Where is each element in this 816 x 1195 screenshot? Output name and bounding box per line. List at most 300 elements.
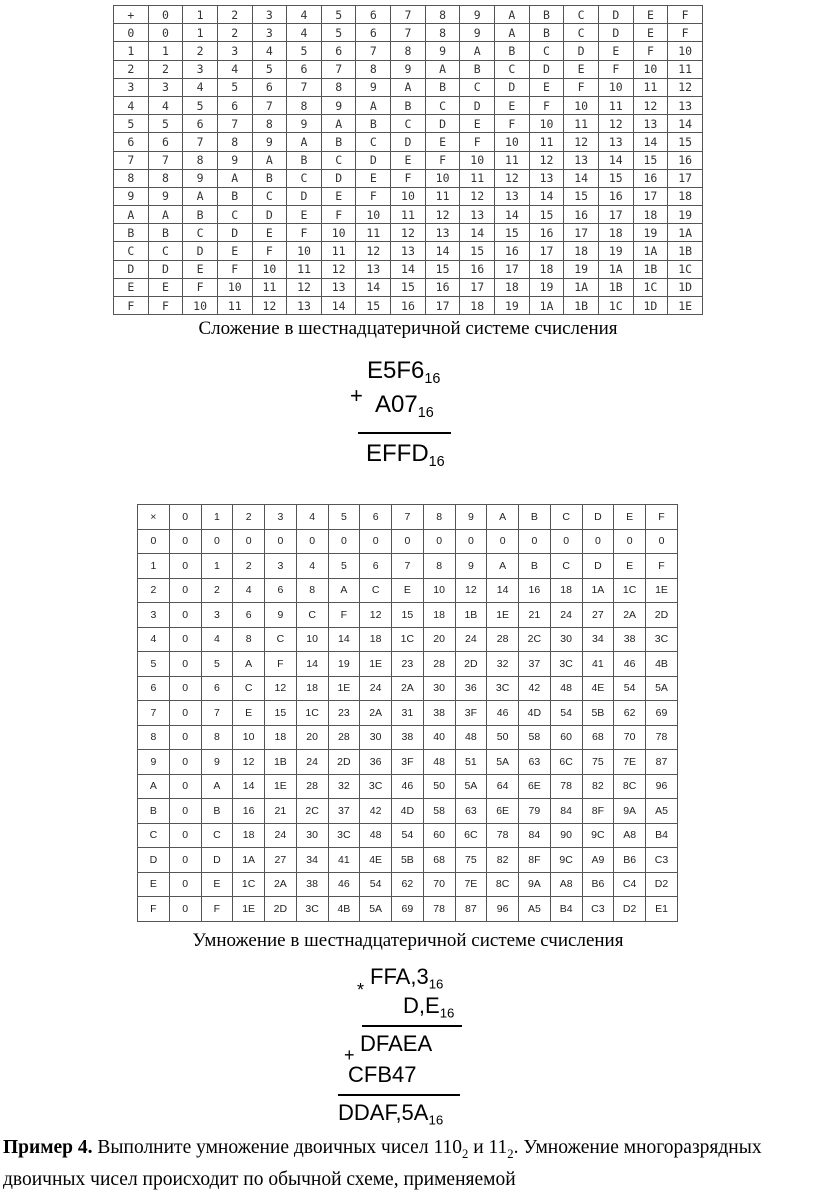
multiplication-header-cell: 7 xyxy=(392,505,424,530)
multiplication-header-cell: 9 xyxy=(455,505,487,530)
multiplication-cell: 46 xyxy=(487,701,519,726)
addition-cell: 16 xyxy=(391,297,426,315)
multiplication-cell: D xyxy=(582,554,614,579)
partial-plus-sign: + xyxy=(344,1045,355,1065)
multiplication-cell: F xyxy=(328,603,360,628)
addition-header-cell: F xyxy=(114,297,149,315)
addition-cell: 12 xyxy=(598,115,633,133)
multiplication-cell: 36 xyxy=(360,750,392,775)
addition-cell: B xyxy=(148,224,183,242)
multiplication-cell: 27 xyxy=(582,603,614,628)
addition-cell: 17 xyxy=(564,224,599,242)
multiplication-cell: 8 xyxy=(201,725,233,750)
addition-cell: 6 xyxy=(321,42,356,60)
multiplication-cell: 1E xyxy=(360,652,392,677)
multiplication-cell: 79 xyxy=(519,799,551,824)
addition-cell: 13 xyxy=(287,297,322,315)
multiplication-cell: B xyxy=(519,554,551,579)
addition-header-cell: 2 xyxy=(217,6,252,24)
addition-cell: 12 xyxy=(529,151,564,169)
multiplication-cell: 14 xyxy=(233,774,265,799)
addition-cell: 18 xyxy=(598,224,633,242)
multiplication-cell: A5 xyxy=(646,799,678,824)
addition-cell: 11 xyxy=(287,260,322,278)
addition-row xyxy=(114,206,703,224)
addition-cell: 13 xyxy=(460,206,495,224)
addition-header-cell: + xyxy=(114,6,149,24)
multiplication-cell: 3C xyxy=(296,897,328,922)
multiplication-cell: 41 xyxy=(582,652,614,677)
addition-cell: 8 xyxy=(287,96,322,114)
addition-cell: A xyxy=(391,78,426,96)
addition-row xyxy=(114,78,703,96)
multiplication-cell: 14 xyxy=(296,652,328,677)
addition-cell: 1A xyxy=(529,297,564,315)
multiplication-cell: 0 xyxy=(169,848,201,873)
addition-cell: 10 xyxy=(183,297,218,315)
addition-row xyxy=(114,187,703,205)
multiplication-cell: A8 xyxy=(614,823,646,848)
multiplication-cell: 28 xyxy=(423,652,455,677)
multiplication-cell: F xyxy=(265,652,297,677)
addition-cell: 8 xyxy=(148,169,183,187)
multiplication-cell: 5A xyxy=(455,774,487,799)
multiplication-cell: 50 xyxy=(423,774,455,799)
addition-cell: 8 xyxy=(217,133,252,151)
multiplication-cell: 48 xyxy=(423,750,455,775)
addition-cell: E xyxy=(564,60,599,78)
multiplication-header-cell: 6 xyxy=(360,505,392,530)
multiplication-cell: 21 xyxy=(265,799,297,824)
multiplication-cell: 34 xyxy=(296,848,328,873)
addition-cell: 10 xyxy=(252,260,287,278)
addition-cell: 11 xyxy=(598,96,633,114)
addition-cell: 15 xyxy=(425,260,460,278)
addition-row xyxy=(114,260,703,278)
addition-cell: 10 xyxy=(633,60,668,78)
multiplication-cell: 37 xyxy=(519,652,551,677)
product-line-1 xyxy=(362,1025,462,1027)
multiplication-cell: 2D xyxy=(328,750,360,775)
multiplication-cell: 30 xyxy=(360,725,392,750)
addition-cell: E xyxy=(321,187,356,205)
multiplication-cell: 0 xyxy=(423,529,455,554)
multiplication-header-cell: B xyxy=(519,505,551,530)
addition-cell: 1 xyxy=(148,42,183,60)
multiplication-row xyxy=(138,505,678,530)
multiplication-cell: 2A xyxy=(265,872,297,897)
multiplication-header-cell: E xyxy=(138,872,170,897)
multiplication-cell: 4B xyxy=(646,652,678,677)
multiplication-cell: 28 xyxy=(296,774,328,799)
multiplication-cell: 1C xyxy=(614,578,646,603)
addition-cell: 10 xyxy=(217,278,252,296)
addition-cell: 2 xyxy=(217,24,252,42)
multiplication-row xyxy=(138,603,678,628)
addition-header-cell: 1 xyxy=(114,42,149,60)
multiplication-cell: 0 xyxy=(169,799,201,824)
multiplication-cell: 96 xyxy=(646,774,678,799)
addition-cell: C xyxy=(529,42,564,60)
multiplier: $D,E_{16}$ xyxy=(403,993,455,1021)
multiplication-cell: 0 xyxy=(169,652,201,677)
multiplication-cell: 0 xyxy=(169,554,201,579)
multiplication-cell: D2 xyxy=(646,872,678,897)
addition-cell: 1B xyxy=(668,242,703,260)
multiplication-cell: 28 xyxy=(328,725,360,750)
addition-cell: 12 xyxy=(391,224,426,242)
addition-cell: F xyxy=(356,187,391,205)
addition-cell: A xyxy=(287,133,322,151)
addition-cell: 12 xyxy=(564,133,599,151)
addition-cell: 5 xyxy=(287,42,322,60)
multiplication-cell: 24 xyxy=(550,603,582,628)
addition-cell: 10 xyxy=(495,133,530,151)
addition-cell: E xyxy=(217,242,252,260)
addition-cell: D xyxy=(252,206,287,224)
multiplication-cell: 75 xyxy=(455,848,487,873)
addition-cell: 18 xyxy=(668,187,703,205)
multiplication-cell: 4B xyxy=(328,897,360,922)
multiplication-cell: D xyxy=(201,848,233,873)
addition-cell: 15 xyxy=(598,169,633,187)
multiplication-cell: 4E xyxy=(360,848,392,873)
addition-cell: 7 xyxy=(183,133,218,151)
times-sign: * xyxy=(357,980,365,1000)
multiplication-cell: 1A xyxy=(233,848,265,873)
multiplication-row xyxy=(138,701,678,726)
multiplication-cell: 4 xyxy=(201,627,233,652)
addition-cell: F xyxy=(598,60,633,78)
addition-cell: 12 xyxy=(668,78,703,96)
addition-row xyxy=(114,151,703,169)
multiplication-cell: 36 xyxy=(455,676,487,701)
addition-cell: 13 xyxy=(633,115,668,133)
addition-table xyxy=(113,5,703,315)
addition-cell: C xyxy=(252,187,287,205)
addition-cell: 2 xyxy=(183,42,218,60)
multiplication-cell: A5 xyxy=(519,897,551,922)
multiplication-cell: 0 xyxy=(169,529,201,554)
addition-cell: 7 xyxy=(148,151,183,169)
multiplication-cell: 78 xyxy=(487,823,519,848)
multiplication-cell: 31 xyxy=(392,701,424,726)
addition-row xyxy=(114,169,703,187)
addition-cell: 6 xyxy=(287,60,322,78)
multiplication-cell: 38 xyxy=(614,627,646,652)
multiplication-row xyxy=(138,725,678,750)
multiplication-cell: 51 xyxy=(455,750,487,775)
multiplication-cell: 3F xyxy=(392,750,424,775)
multiplication-header-cell: 4 xyxy=(296,505,328,530)
multiplication-cell: 54 xyxy=(550,701,582,726)
addition-header-cell: 6 xyxy=(114,133,149,151)
multiplication-cell: A8 xyxy=(550,872,582,897)
addition-cell: F xyxy=(148,297,183,315)
multiplication-cell: 84 xyxy=(550,799,582,824)
addition-header-cell: 1 xyxy=(183,6,218,24)
multiplication-cell: B6 xyxy=(582,872,614,897)
addition-cell: A xyxy=(425,60,460,78)
multiplication-cell: 58 xyxy=(423,799,455,824)
addition-cell: 5 xyxy=(217,78,252,96)
addition-cell: 1A xyxy=(598,260,633,278)
addition-cell: F xyxy=(183,278,218,296)
addition-cell: D xyxy=(183,242,218,260)
addition-cell: 11 xyxy=(356,224,391,242)
addition-cell: D xyxy=(529,60,564,78)
multiplication-cell: 63 xyxy=(455,799,487,824)
multiplication-cell: 42 xyxy=(360,799,392,824)
multiplication-cell: 5 xyxy=(328,554,360,579)
multiplication-cell: 70 xyxy=(614,725,646,750)
multiplication-cell: 28 xyxy=(487,627,519,652)
multiplication-cell: 1B xyxy=(455,603,487,628)
addition-row xyxy=(114,24,703,42)
addition-header-cell: C xyxy=(114,242,149,260)
multiplication-cell: 18 xyxy=(423,603,455,628)
addition-header-cell: B xyxy=(114,224,149,242)
multiplication-cell: 18 xyxy=(265,725,297,750)
multiplication-header-cell: D xyxy=(138,848,170,873)
multiplication-row xyxy=(138,529,678,554)
multiplication-cell: 0 xyxy=(550,529,582,554)
addition-cell: D xyxy=(356,151,391,169)
addition-cell: C xyxy=(495,60,530,78)
addition-cell: 7 xyxy=(356,42,391,60)
addition-cell: 4 xyxy=(287,24,322,42)
multiplication-cell: 69 xyxy=(392,897,424,922)
addition-header-cell: A xyxy=(495,6,530,24)
addition-cell: 18 xyxy=(460,297,495,315)
multiplication-cell: 24 xyxy=(360,676,392,701)
addend-top: $E5F6_{16}$ xyxy=(367,357,441,388)
multiplication-cell: 18 xyxy=(233,823,265,848)
addition-cell: 14 xyxy=(598,151,633,169)
addition-cell: 16 xyxy=(495,242,530,260)
multiplication-cell: 0 xyxy=(169,627,201,652)
addition-cell: 19 xyxy=(598,242,633,260)
addition-cell: E xyxy=(183,260,218,278)
multiplication-cell: 70 xyxy=(423,872,455,897)
addition-cell: 12 xyxy=(425,206,460,224)
multiplication-cell: 0 xyxy=(169,725,201,750)
addition-cell: F xyxy=(495,115,530,133)
multiplication-cell: C xyxy=(265,627,297,652)
multiplication-cell: 1 xyxy=(201,554,233,579)
addition-cell: 13 xyxy=(321,278,356,296)
multiplication-cell: F xyxy=(201,897,233,922)
multiplication-cell: 6 xyxy=(201,676,233,701)
addition-cell: C xyxy=(183,224,218,242)
addition-cell: 11 xyxy=(529,133,564,151)
addition-cell: D xyxy=(148,260,183,278)
addition-cell: D xyxy=(321,169,356,187)
multiplication-cell: 3 xyxy=(201,603,233,628)
addition-cell: 16 xyxy=(633,169,668,187)
addition-cell: B xyxy=(460,60,495,78)
addition-cell: C xyxy=(564,24,599,42)
multiplication-cell: 0 xyxy=(582,529,614,554)
multiplication-cell: 6 xyxy=(233,603,265,628)
multiplication-cell: 78 xyxy=(550,774,582,799)
multiplication-cell: 0 xyxy=(169,774,201,799)
addition-cell: 10 xyxy=(356,206,391,224)
multiplication-header-cell: F xyxy=(646,505,678,530)
multiplication-cell: 48 xyxy=(455,725,487,750)
multiplication-cell: 6C xyxy=(455,823,487,848)
multiplication-cell: 18 xyxy=(360,627,392,652)
multiplication-cell: A9 xyxy=(582,848,614,873)
addition-cell: 9 xyxy=(460,24,495,42)
multiplication-cell: 0 xyxy=(169,872,201,897)
multiplication-cell: 12 xyxy=(265,676,297,701)
addition-cell: 10 xyxy=(529,115,564,133)
addition-cell: 12 xyxy=(356,242,391,260)
multiplication-cell: 40 xyxy=(423,725,455,750)
multiplication-header-cell: × xyxy=(138,505,170,530)
addition-cell: D xyxy=(391,133,426,151)
addition-row xyxy=(114,60,703,78)
multiplication-cell: 1C xyxy=(392,627,424,652)
addition-header-cell: 4 xyxy=(114,96,149,114)
multiplication-cell: 30 xyxy=(423,676,455,701)
addition-header-cell: 7 xyxy=(114,151,149,169)
addition-cell: F xyxy=(564,78,599,96)
multiplication-cell: 41 xyxy=(328,848,360,873)
addition-cell: E xyxy=(495,96,530,114)
addition-cell: 15 xyxy=(564,187,599,205)
addition-header-cell: 5 xyxy=(321,6,356,24)
multiplication-cell: 20 xyxy=(296,725,328,750)
multiplication-cell: 38 xyxy=(423,701,455,726)
addition-cell: E xyxy=(356,169,391,187)
addition-cell: C xyxy=(321,151,356,169)
multiplication-cell: 15 xyxy=(265,701,297,726)
multiplication-cell: 27 xyxy=(265,848,297,873)
multiplication-cell: 7 xyxy=(392,554,424,579)
multiplication-header-cell: 5 xyxy=(328,505,360,530)
multiplication-cell: 82 xyxy=(487,848,519,873)
multiplication-cell: 62 xyxy=(614,701,646,726)
multiplication-row xyxy=(138,554,678,579)
addition-cell: 13 xyxy=(356,260,391,278)
addition-cell: 18 xyxy=(564,242,599,260)
addition-cell: 11 xyxy=(425,187,460,205)
multiplication-cell: C xyxy=(233,676,265,701)
addition-row xyxy=(114,224,703,242)
addition-cell: 9 xyxy=(183,169,218,187)
addition-header-cell: 8 xyxy=(114,169,149,187)
multiplication-row xyxy=(138,823,678,848)
multiplication-cell: 8F xyxy=(519,848,551,873)
addition-cell: 7 xyxy=(287,78,322,96)
addition-cell: 1C xyxy=(598,297,633,315)
addition-cell: E xyxy=(633,24,668,42)
multiplication-cell: 12 xyxy=(455,578,487,603)
addition-cell: A xyxy=(183,187,218,205)
addition-cell: 12 xyxy=(460,187,495,205)
addition-cell: 13 xyxy=(391,242,426,260)
multiplication-row xyxy=(138,774,678,799)
addition-cell: C xyxy=(425,96,460,114)
multiplication-cell: 6E xyxy=(487,799,519,824)
addition-cell: 17 xyxy=(529,242,564,260)
addition-cell: 17 xyxy=(668,169,703,187)
addition-cell: 1B xyxy=(598,278,633,296)
addition-cell: 15 xyxy=(460,242,495,260)
addition-header-cell: D xyxy=(598,6,633,24)
addition-cell: 9 xyxy=(148,187,183,205)
multiplication-cell: 30 xyxy=(550,627,582,652)
addition-cell: F xyxy=(391,169,426,187)
multiplication-cell: 46 xyxy=(392,774,424,799)
addition-cell: 3 xyxy=(148,78,183,96)
multiplication-cell: 1C xyxy=(296,701,328,726)
addition-cell: 14 xyxy=(321,297,356,315)
multiplication-cell: 0 xyxy=(233,529,265,554)
addition-cell: C xyxy=(217,206,252,224)
addition-cell: D xyxy=(460,96,495,114)
addition-cell: 17 xyxy=(598,206,633,224)
multiplication-cell: 2A xyxy=(614,603,646,628)
multiplication-cell: 0 xyxy=(169,701,201,726)
addition-cell: A xyxy=(495,24,530,42)
addition-cell: 16 xyxy=(598,187,633,205)
multiplication-header-cell: 2 xyxy=(138,578,170,603)
addition-cell: 18 xyxy=(529,260,564,278)
addition-cell: 11 xyxy=(495,151,530,169)
multiplication-cell: 4E xyxy=(582,676,614,701)
addition-header-cell: 4 xyxy=(287,6,322,24)
product-result: $DDAF,5A_{16}$ xyxy=(338,1100,444,1128)
addition-cell: F xyxy=(460,133,495,151)
multiplication-cell: 2D xyxy=(646,603,678,628)
addition-cell: 1A xyxy=(633,242,668,260)
addition-cell: A xyxy=(217,169,252,187)
addition-header-cell: 9 xyxy=(114,187,149,205)
addition-cell: 10 xyxy=(668,42,703,60)
multiplication-cell: 9C xyxy=(550,848,582,873)
multiplication-cell: 42 xyxy=(519,676,551,701)
product-line-2 xyxy=(338,1094,460,1096)
addition-cell: 7 xyxy=(391,24,426,42)
addition-cell: 15 xyxy=(495,224,530,242)
addition-cell: F xyxy=(217,260,252,278)
multiplication-cell: C xyxy=(360,578,392,603)
multiplication-cell: 2A xyxy=(360,701,392,726)
multiplication-cell: 54 xyxy=(360,872,392,897)
multiplication-cell: 38 xyxy=(392,725,424,750)
multiplication-cell: 8F xyxy=(582,799,614,824)
addition-cell: B xyxy=(183,206,218,224)
multiplication-cell: 1A xyxy=(582,578,614,603)
addition-header-cell: 9 xyxy=(460,6,495,24)
multiplication-cell: 1E xyxy=(646,578,678,603)
multiplication-cell: 3C xyxy=(487,676,519,701)
example-4-paragraph: Пример 4. Выполните умножение двоичных чисел $110_2$ и $11_2$. Умножение многоразрядных двоичных чисел происходит по обычной схеме, применяемой xyxy=(3,1137,762,1190)
multiplication-cell: 5B xyxy=(582,701,614,726)
multiplication-cell: 0 xyxy=(169,823,201,848)
multiplication-cell: A xyxy=(201,774,233,799)
addition-cell: E xyxy=(598,42,633,60)
multiplication-cell: 75 xyxy=(582,750,614,775)
multiplication-cell: A xyxy=(328,578,360,603)
multiplication-cell: 4 xyxy=(233,578,265,603)
addition-cell: 6 xyxy=(183,115,218,133)
addition-cell: 8 xyxy=(183,151,218,169)
addition-cell: 3 xyxy=(217,42,252,60)
